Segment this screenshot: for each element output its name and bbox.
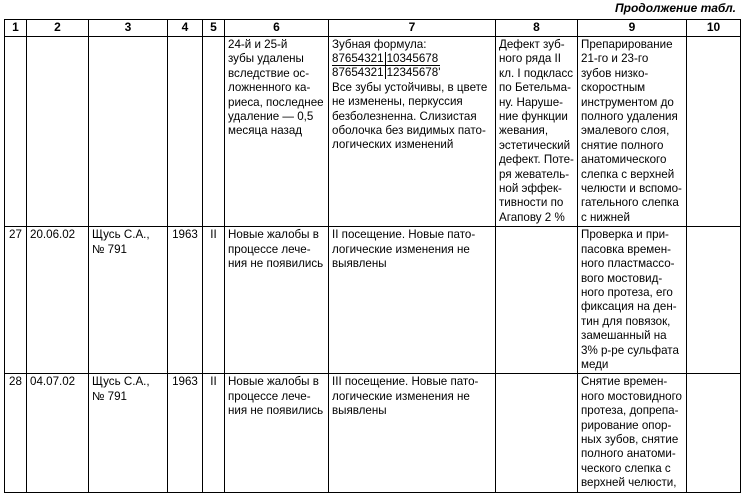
medical-record-table bbox=[4, 19, 741, 493]
column-header: 8 bbox=[496, 20, 578, 37]
cell-diagnosis: Дефект зуб- ного ряда II кл. I подкласс по Бетельма- ну. Наруше- ние функции жевания, эстетический дефект. Поте- ря жеватель- ной эффек- тивности по Агапову 2 % bbox=[496, 37, 578, 227]
cell-date: 04.07.02 bbox=[27, 374, 89, 492]
cell-date: 20.06.02 bbox=[27, 227, 89, 374]
column-header: 1 bbox=[5, 20, 27, 37]
column-header: 6 bbox=[225, 20, 329, 37]
examination-text: Все зубы устойчивы, в цвете не изменены, перкуссия безболезненна. Слизистая оболочка без видимых пато- логических изменений bbox=[332, 80, 488, 152]
cell-treatment: Снятие времен- ного мостовидного протеза, допрепа- рирование опор- ных зубов, снятие полного анатоми- ческого слепка с верхней челюсти, bbox=[578, 374, 687, 492]
cell-diagnosis bbox=[496, 227, 578, 374]
column-header: 4 bbox=[168, 20, 203, 37]
column-header: 3 bbox=[89, 20, 168, 37]
cell-examination bbox=[329, 37, 496, 227]
cell-examination: II посещение. Новые пато- логические изменения не выявлены bbox=[329, 227, 496, 374]
table-row-continued bbox=[5, 37, 741, 227]
column-header: 7 bbox=[329, 20, 496, 37]
cell-diagnosis bbox=[496, 374, 578, 492]
cell-patient: Щусь С.А., № 791 bbox=[89, 374, 168, 492]
table-row bbox=[5, 227, 741, 374]
cell-num: 27 bbox=[5, 227, 27, 374]
dental-formula-label: Зубная формула: bbox=[332, 38, 427, 51]
cell-roman: II bbox=[203, 374, 225, 492]
cell-roman bbox=[203, 37, 225, 227]
table-row bbox=[5, 374, 741, 492]
cell-complaints: Новые жалобы в процессе лече- ния не появились bbox=[225, 227, 329, 374]
formula-mark: ' bbox=[438, 66, 441, 80]
formula-lower-row: 87654321 12345678' bbox=[332, 66, 441, 80]
cell-date bbox=[27, 37, 89, 227]
cell-patient bbox=[89, 37, 168, 227]
cell-patient: Щусь С.А., № 791 bbox=[89, 227, 168, 374]
cell-examination: III посещение. Новые пато- логические изменения не выявлены bbox=[329, 374, 496, 492]
column-header: 10 bbox=[687, 20, 741, 37]
cell-year bbox=[168, 37, 203, 227]
column-header: 5 bbox=[203, 20, 225, 37]
cell-treatment: Препарирование 21-го и 23-го зубов низко- скоростным инструментом до полного удаления эмалевого слоя, снятие полного анатомического слепка с верхней челюсти и вспомо- гательного слепка с нижней bbox=[578, 37, 687, 227]
cell-notes bbox=[687, 227, 741, 374]
formula-upper-row: 87654321 10345678 bbox=[332, 52, 440, 66]
cell-year: 1963 bbox=[168, 227, 203, 374]
cell-num bbox=[5, 37, 27, 227]
cell-notes bbox=[687, 374, 741, 492]
cell-treatment: Проверка и при- пасовка времен- ного пластмассо- вого мостовид- ного протеза, его фиксация на ден- тин для повязок, замешанный на 3% р-ре сульфата меди bbox=[578, 227, 687, 374]
cell-num: 28 bbox=[5, 374, 27, 492]
cell-complaints: Новые жалобы в процессе лече- ния не появились bbox=[225, 374, 329, 492]
column-header: 2 bbox=[27, 20, 89, 37]
cell-notes bbox=[687, 37, 741, 227]
cell-year: 1963 bbox=[168, 374, 203, 492]
column-header: 9 bbox=[578, 20, 687, 37]
header-row bbox=[5, 20, 741, 37]
table-continuation-caption: Продолжение табл. bbox=[614, 1, 736, 15]
cell-roman: II bbox=[203, 227, 225, 374]
dental-formula bbox=[332, 52, 440, 79]
cell-anamnesis: 24-й и 25-й зубы удалены вследствие ос- ложненного ка- риеса, последнее удаление — 0,5 месяца назад bbox=[225, 37, 329, 227]
